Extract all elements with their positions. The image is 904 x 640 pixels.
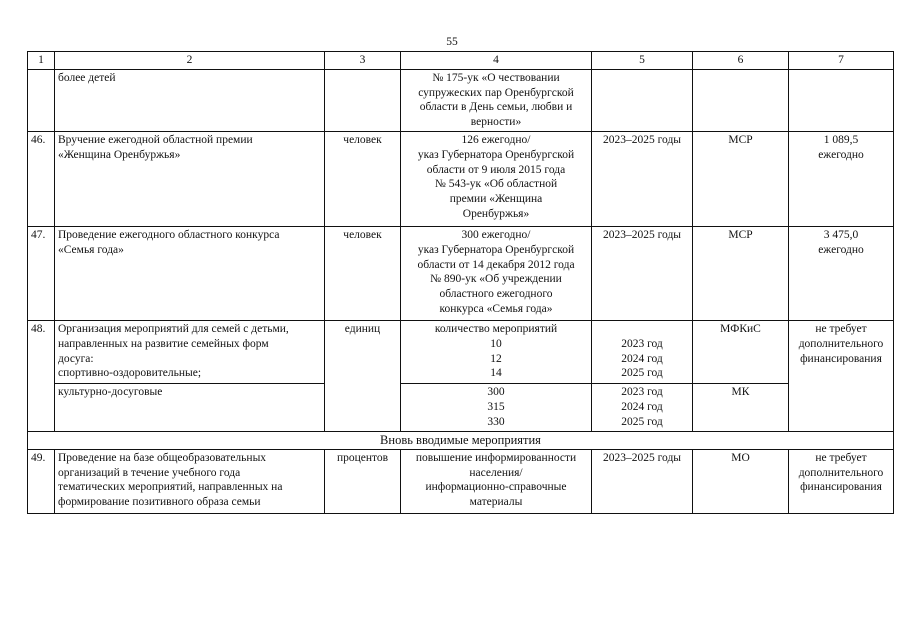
executor-cell: МФКиС	[693, 320, 789, 383]
executor-cell: МК	[693, 383, 789, 431]
row-number: 48.	[28, 320, 55, 431]
unit-cell: человек	[325, 226, 401, 320]
column-number: 2	[55, 52, 325, 70]
measure-name: Проведение ежегодного областного конкурса «Семья года»	[55, 226, 325, 320]
table-row	[28, 383, 894, 431]
measure-name: Организация мероприятий для семей с детьми, направленных на развитие семейных форм досуга: спортивно-оздоровительные;	[55, 320, 325, 383]
funding-cell: не требует дополнительного финансирования	[789, 449, 894, 513]
period-cell: 2023–2025 годы	[592, 131, 693, 226]
row-number: 47.	[28, 226, 55, 320]
section-header-row	[28, 431, 894, 449]
indicator-cell: 300 ежегодно/ указ Губернатора Оренбургской области от 14 декабря 2012 года № 890-ук «Об учреждении областного ежегодного конкурса «Семья года»	[401, 226, 592, 320]
column-number-row	[28, 52, 894, 70]
column-number: 6	[693, 52, 789, 70]
measure-name: культурно-досуговые	[55, 383, 325, 431]
period-cell: 2023–2025 годы	[592, 226, 693, 320]
executor-cell: МСР	[693, 226, 789, 320]
indicator-cell: 300 315 330	[401, 383, 592, 431]
funding-cell: не требует дополнительного финансирования	[789, 320, 894, 431]
column-number: 3	[325, 52, 401, 70]
unit-cell: единиц	[325, 320, 401, 431]
period-cell: 2023 год 2024 год 2025 год	[592, 320, 693, 383]
period-cell: 2023–2025 годы	[592, 449, 693, 513]
column-number: 7	[789, 52, 894, 70]
table-row	[28, 69, 894, 131]
indicator-cell: количество мероприятий 10 12 14	[401, 320, 592, 383]
section-title: Вновь вводимые мероприятия	[28, 431, 894, 449]
period-cell: 2023 год 2024 год 2025 год	[592, 383, 693, 431]
unit-cell: человек	[325, 131, 401, 226]
row-number: 49.	[28, 449, 55, 513]
measures-table	[27, 51, 894, 514]
table-row	[28, 226, 894, 320]
funding-cell: 3 475,0 ежегодно	[789, 226, 894, 320]
column-number: 1	[28, 52, 55, 70]
executor-cell: МСР	[693, 131, 789, 226]
page-number: 55	[446, 36, 458, 48]
table-row	[28, 131, 894, 226]
column-number: 5	[592, 52, 693, 70]
table-row	[28, 320, 894, 383]
measure-name: более детей	[55, 69, 325, 131]
measure-name: Вручение ежегодной областной премии «Женщина Оренбуржья»	[55, 131, 325, 226]
executor-cell: МО	[693, 449, 789, 513]
indicator-cell: № 175-ук «О чествовании супружеских пар Оренбургской области в День семьи, любви и верности»	[401, 69, 592, 131]
column-number: 4	[401, 52, 592, 70]
indicator-cell: 126 ежегодно/ указ Губернатора Оренбургской области от 9 июля 2015 года № 543-ук «Об областной премии «Женщина Оренбуржья»	[401, 131, 592, 226]
measure-name: Проведение на базе общеобразовательных организаций в течение учебного года тематических мероприятий, направленных на формирование позитивного образа семьи	[55, 449, 325, 513]
row-number: 46.	[28, 131, 55, 226]
indicator-cell: повышение информированности населения/ информационно-справочные материалы	[401, 449, 592, 513]
unit-cell: процентов	[325, 449, 401, 513]
table-row	[28, 449, 894, 513]
funding-cell: 1 089,5 ежегодно	[789, 131, 894, 226]
